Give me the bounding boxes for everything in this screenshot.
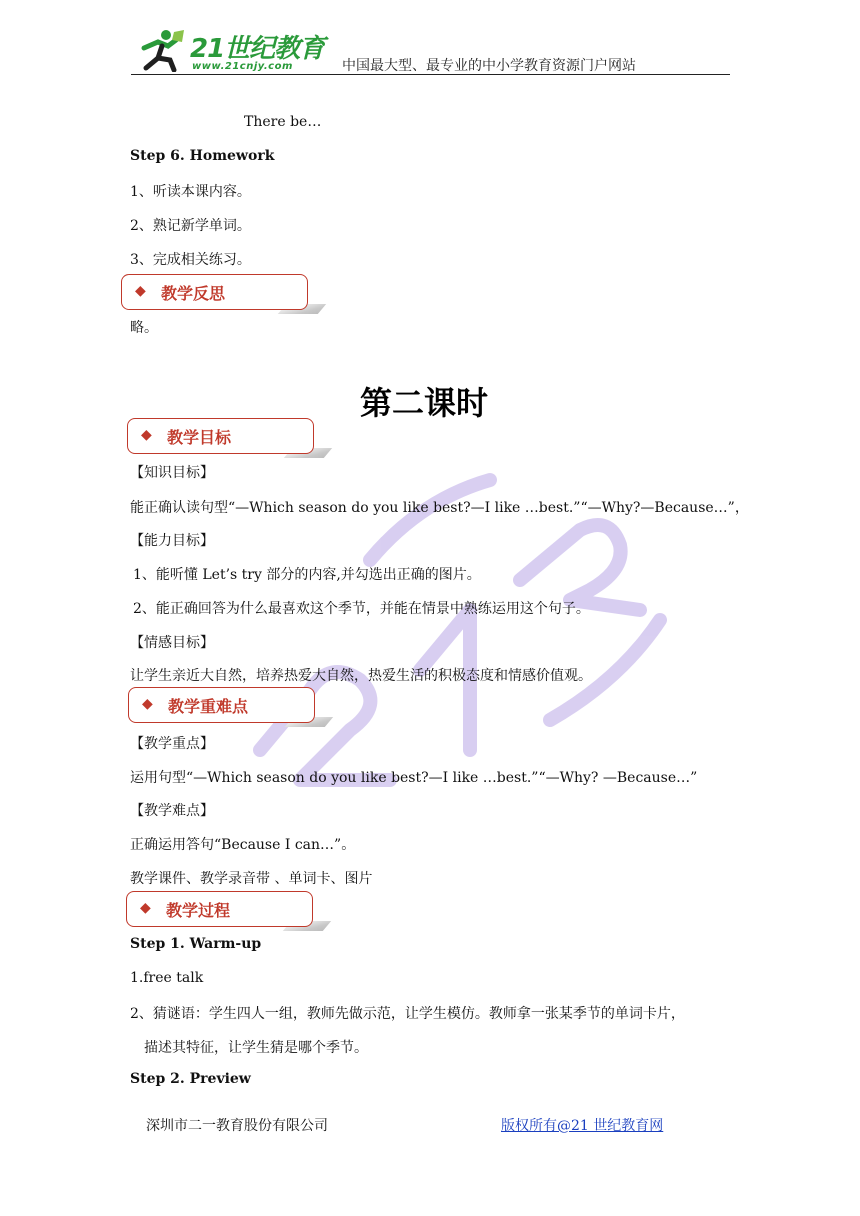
banner-label: 教学反思 <box>161 284 226 303</box>
emotion-goal-text: 让学生亲近大自然，培养热爱大自然，热爱生活的积极态度和情感价值观。 <box>130 668 592 684</box>
logo-text: 21世纪教育 <box>190 34 325 64</box>
knowledge-goal-heading: 【知识目标】 <box>130 465 214 481</box>
there-be-text: There be… <box>244 114 322 130</box>
key-point-text: 运用句型“—Which season do you like best?—I like …best.”“—Why? —Because…” <box>130 770 698 786</box>
warmup-item-2-line1: 2、猜谜语：学生四人一组，教师先做示范，让学生模仿。教师拿一张某季节的单词卡片， <box>130 1006 685 1022</box>
ability-goal-item-2: 2、能正确回答为什么最喜欢这个季节，并能在情景中熟练运用这个句子。 <box>133 601 590 617</box>
diamond-bullet-icon: ◆ <box>142 696 153 712</box>
homework-item-2: 2、熟记新学单词。 <box>130 218 251 234</box>
step2-title: Step 2. Preview <box>130 1071 251 1087</box>
difficult-point-text: 正确运用答句“Because I can…”。 <box>130 837 356 853</box>
header-tagline: 中国最大型、最专业的中小学教育资源门户网站 <box>342 58 636 74</box>
runner-logo-icon <box>136 28 186 72</box>
banner-label: 教学目标 <box>167 428 232 447</box>
difficult-point-heading: 【教学难点】 <box>130 803 214 819</box>
lesson-title: 第二课时 <box>360 384 489 422</box>
knowledge-goal-text: 能正确认读句型“—Which season do you like best?—I like …best.”“—Why?—Because…”， <box>130 500 749 516</box>
diamond-bullet-icon: ◆ <box>141 427 152 443</box>
logo-url: www.21cnjy.com <box>192 61 293 72</box>
step1-title: Step 1. Warm-up <box>130 936 262 952</box>
section-banner-process <box>126 891 313 927</box>
footer-copyright-link[interactable]: 版权所有@21 世纪教育网 <box>501 1118 664 1134</box>
section-banner-goals <box>127 418 314 454</box>
diamond-bullet-icon: ◆ <box>135 283 146 299</box>
banner-label: 教学过程 <box>166 901 231 920</box>
reflection-text: 略。 <box>130 320 158 336</box>
header-divider <box>131 74 730 75</box>
diamond-bullet-icon: ◆ <box>140 900 151 916</box>
emotion-goal-heading: 【情感目标】 <box>130 635 214 651</box>
warmup-item-1: 1.free talk <box>130 970 204 986</box>
step6-title: Step 6. Homework <box>130 148 275 164</box>
ability-goal-heading: 【能力目标】 <box>130 533 214 549</box>
footer-company: 深圳市二一教育股份有限公司 <box>146 1118 328 1134</box>
ability-goal-item-1: 1、能听懂 Let’s try 部分的内容,并勾选出正确的图片。 <box>133 567 481 583</box>
key-point-heading: 【教学重点】 <box>130 736 214 752</box>
section-banner-reflection <box>121 274 308 310</box>
banner-label: 教学重难点 <box>168 697 249 716</box>
materials-text: 教学课件、教学录音带 、单词卡、图片 <box>130 871 373 887</box>
warmup-item-2-line2: 描述其特征，让学生猜是哪个季节。 <box>144 1040 368 1056</box>
homework-item-3: 3、完成相关练习。 <box>130 252 251 268</box>
homework-item-1: 1、听读本课内容。 <box>130 184 251 200</box>
section-banner-keypoints <box>128 687 315 723</box>
